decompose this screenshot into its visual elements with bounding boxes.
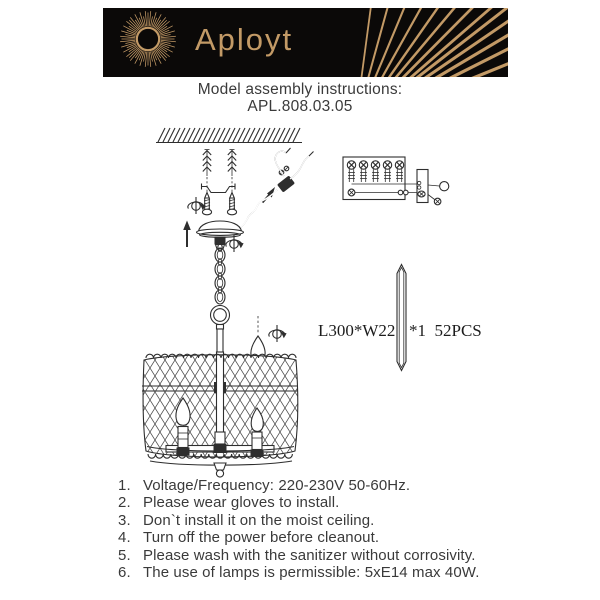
item-number: 2. xyxy=(118,494,131,512)
model-number: APL.808.03.05 xyxy=(247,98,353,115)
stem-rod xyxy=(217,329,223,353)
ceiling-hatch xyxy=(156,128,302,143)
item-text: Voltage/Frequency: 220-230V 50-60Hz. xyxy=(143,477,411,494)
item-number: 5. xyxy=(118,546,131,564)
brand-name: Aployt xyxy=(195,22,294,57)
hanging-chain xyxy=(215,244,225,304)
subtitle: Model assembly instructions: xyxy=(197,81,403,98)
rotation-arrow-icon xyxy=(269,325,287,342)
list-item xyxy=(118,564,548,581)
list-item xyxy=(118,512,548,529)
crystal-rod xyxy=(397,265,406,371)
list-item xyxy=(118,494,548,511)
item-number: 3. xyxy=(118,511,131,529)
mounting-bracket xyxy=(202,184,236,193)
item-text: Please wash with the sanitizer without corrosivity. xyxy=(143,546,476,564)
candle-socket-center xyxy=(214,432,227,453)
hanging-ring xyxy=(211,306,230,330)
ceiling-canopy xyxy=(197,221,244,249)
list-item xyxy=(118,529,548,546)
finial xyxy=(214,463,226,477)
instructions-list xyxy=(118,477,548,581)
item-number: 1. xyxy=(118,477,131,494)
candle-bulb-left xyxy=(176,398,190,456)
up-arrow-icon xyxy=(183,221,191,248)
list-item xyxy=(118,477,548,494)
anchor-right-icon xyxy=(227,150,236,215)
crystal-qty-label: *1 52PCS xyxy=(409,321,482,340)
drum-shade xyxy=(142,352,298,465)
item-text: The use of lamps is permissible: 5xE14 max 40W. xyxy=(143,564,480,582)
crystal-size-label: L300*W22 xyxy=(318,321,396,340)
item-number: 4. xyxy=(118,529,131,547)
item-text: Please wear gloves to install. xyxy=(143,494,340,512)
wiring-terminal-diagram xyxy=(343,157,449,205)
item-text: Turn off the power before cleanout. xyxy=(143,529,380,547)
list-item xyxy=(118,547,548,564)
power-wire xyxy=(240,148,314,228)
wall-anchors-and-screws xyxy=(202,150,237,215)
item-text: Don`t install it on the moist ceiling. xyxy=(143,511,375,529)
item-number: 6. xyxy=(118,564,131,582)
